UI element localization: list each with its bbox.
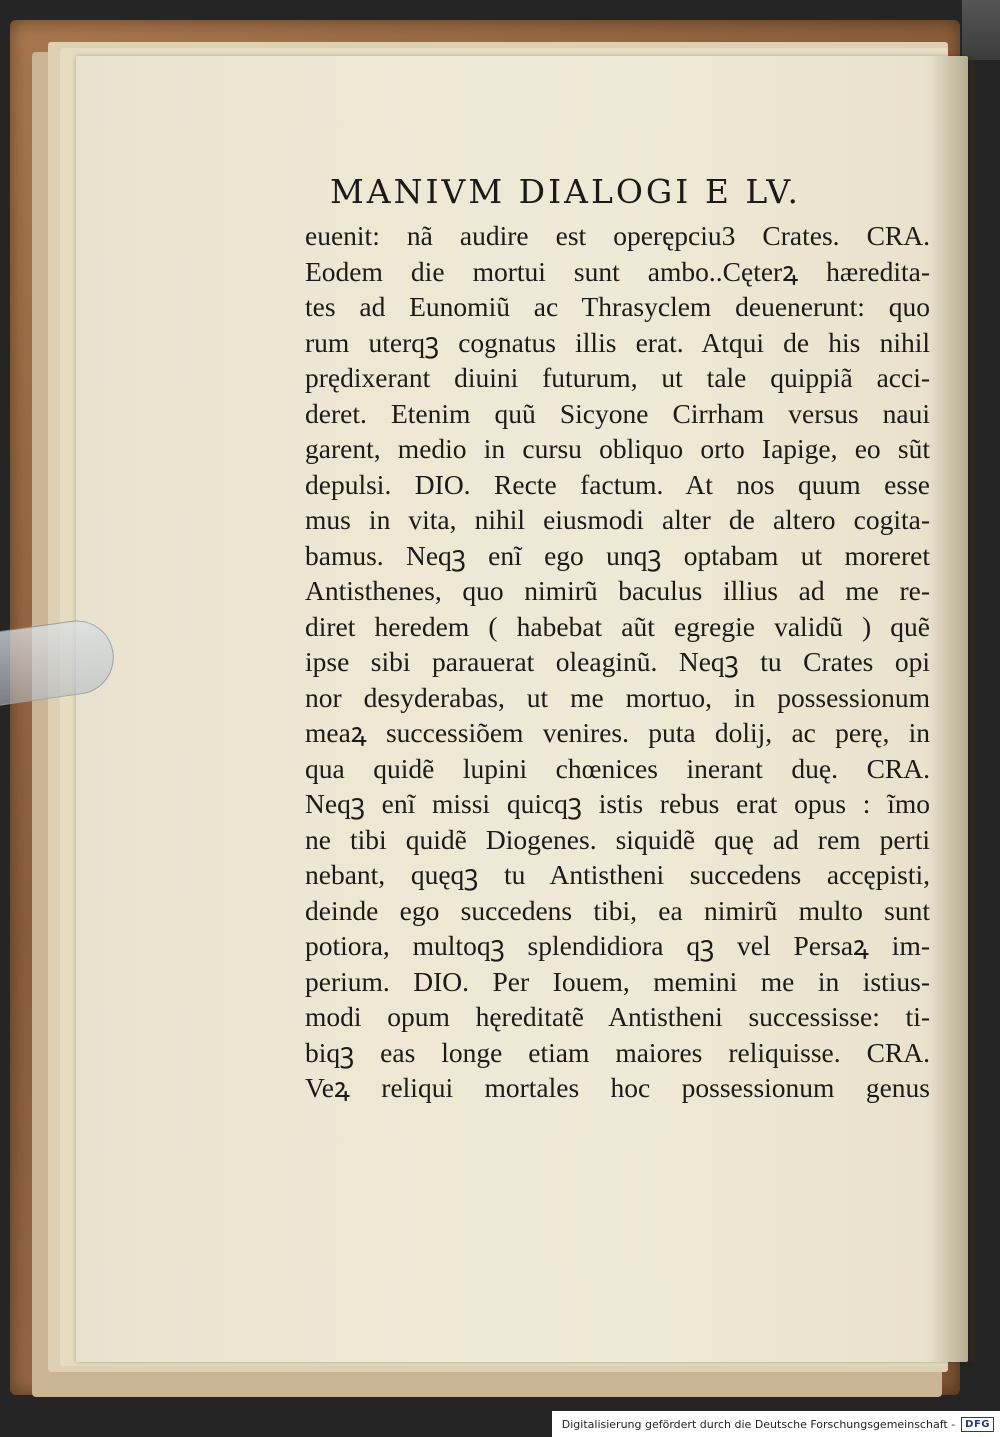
text-line: qua quidẽ lupini chœnices inerant duę. CRA. — [305, 752, 930, 784]
text-line: deinde ego succedens tibi, ea nimirũ multo sunt — [305, 894, 930, 926]
text-line: Antisthenes, quo nimirũ baculus illius ad me re- — [305, 575, 930, 606]
dfg-logo-icon: DFG — [961, 1417, 994, 1432]
text-line: meaꝝ successiõem venires. puta dolij, ac perę, in — [305, 717, 930, 748]
text-line: modi opum hęreditatẽ Antistheni successisse: ti- — [305, 1001, 930, 1032]
footer-credit-bar — [552, 1411, 1000, 1437]
book-spine-edge — [962, 0, 1000, 60]
text-line: garent, medio in cursu obliquo orto Iapige, eo sũt — [305, 433, 930, 464]
text-line: Eodem die mortui sunt ambo..Cęterꝝ hæredita- — [305, 255, 930, 287]
text-line: rum uterqꝫ cognatus illis erat. Atqui de his nihil — [305, 326, 930, 358]
body-text — [305, 218, 930, 1106]
text-line: potiora, multoqꝫ splendidiora qꝫ vel Persaꝝ im- — [305, 930, 930, 961]
text-line: mus in vita, nihil eiusmodi alter de altero cogita- — [305, 504, 930, 535]
text-line: biqꝫ eas longe etiam maiores reliquisse. CRA. — [305, 1036, 930, 1068]
text-line: bamus. Neqꝫ enĩ ego unqꝫ optabam ut moreret — [305, 539, 930, 571]
text-line: Veꝝ reliqui mortales hoc possessionum genus — [305, 1072, 930, 1103]
text-line: depulsi. DIO. Recte factum. At nos quum esse — [305, 468, 930, 500]
text-line: nebant, quęqꝫ tu Antistheni succedens accępisti, — [305, 859, 930, 890]
running-head: MANIVM DIALOGI E LV. — [330, 172, 801, 211]
text-line: prędixerant diuini futurum, ut tale quippiã acci- — [305, 362, 930, 393]
text-line: deret. Etenim quũ Sicyone Cirrham versus naui — [305, 397, 930, 429]
text-line: perium. DIO. Per Iouem, memini me in istius- — [305, 965, 930, 997]
gutter-shadow — [930, 56, 975, 1362]
text-line: diret heredem ( habebat aũt egregie validũ ) quẽ — [305, 610, 930, 642]
text-line: ne tibi quidẽ Diogenes. siquidẽ quę ad rem perti — [305, 823, 930, 855]
text-line: euenit: nã audire est operępciu3 Crates. CRA. — [305, 220, 930, 251]
text-line: tes ad Eunomiũ ac Thrasyclem deuenerunt: quo — [305, 291, 930, 322]
text-line: ipse sibi parauerat oleaginũ. Neqꝫ tu Crates opi — [305, 646, 930, 677]
footer-credit-text: Digitalisierung gefördert durch die Deutsche Forschungsgemeinschaft - — [561, 1417, 956, 1431]
text-line: Neqꝫ enĩ missi quicqꝫ istis rebus erat opus : ĩmo — [305, 788, 930, 819]
text-line: nor desyderabas, ut me mortuo, in possessionum — [305, 681, 930, 713]
